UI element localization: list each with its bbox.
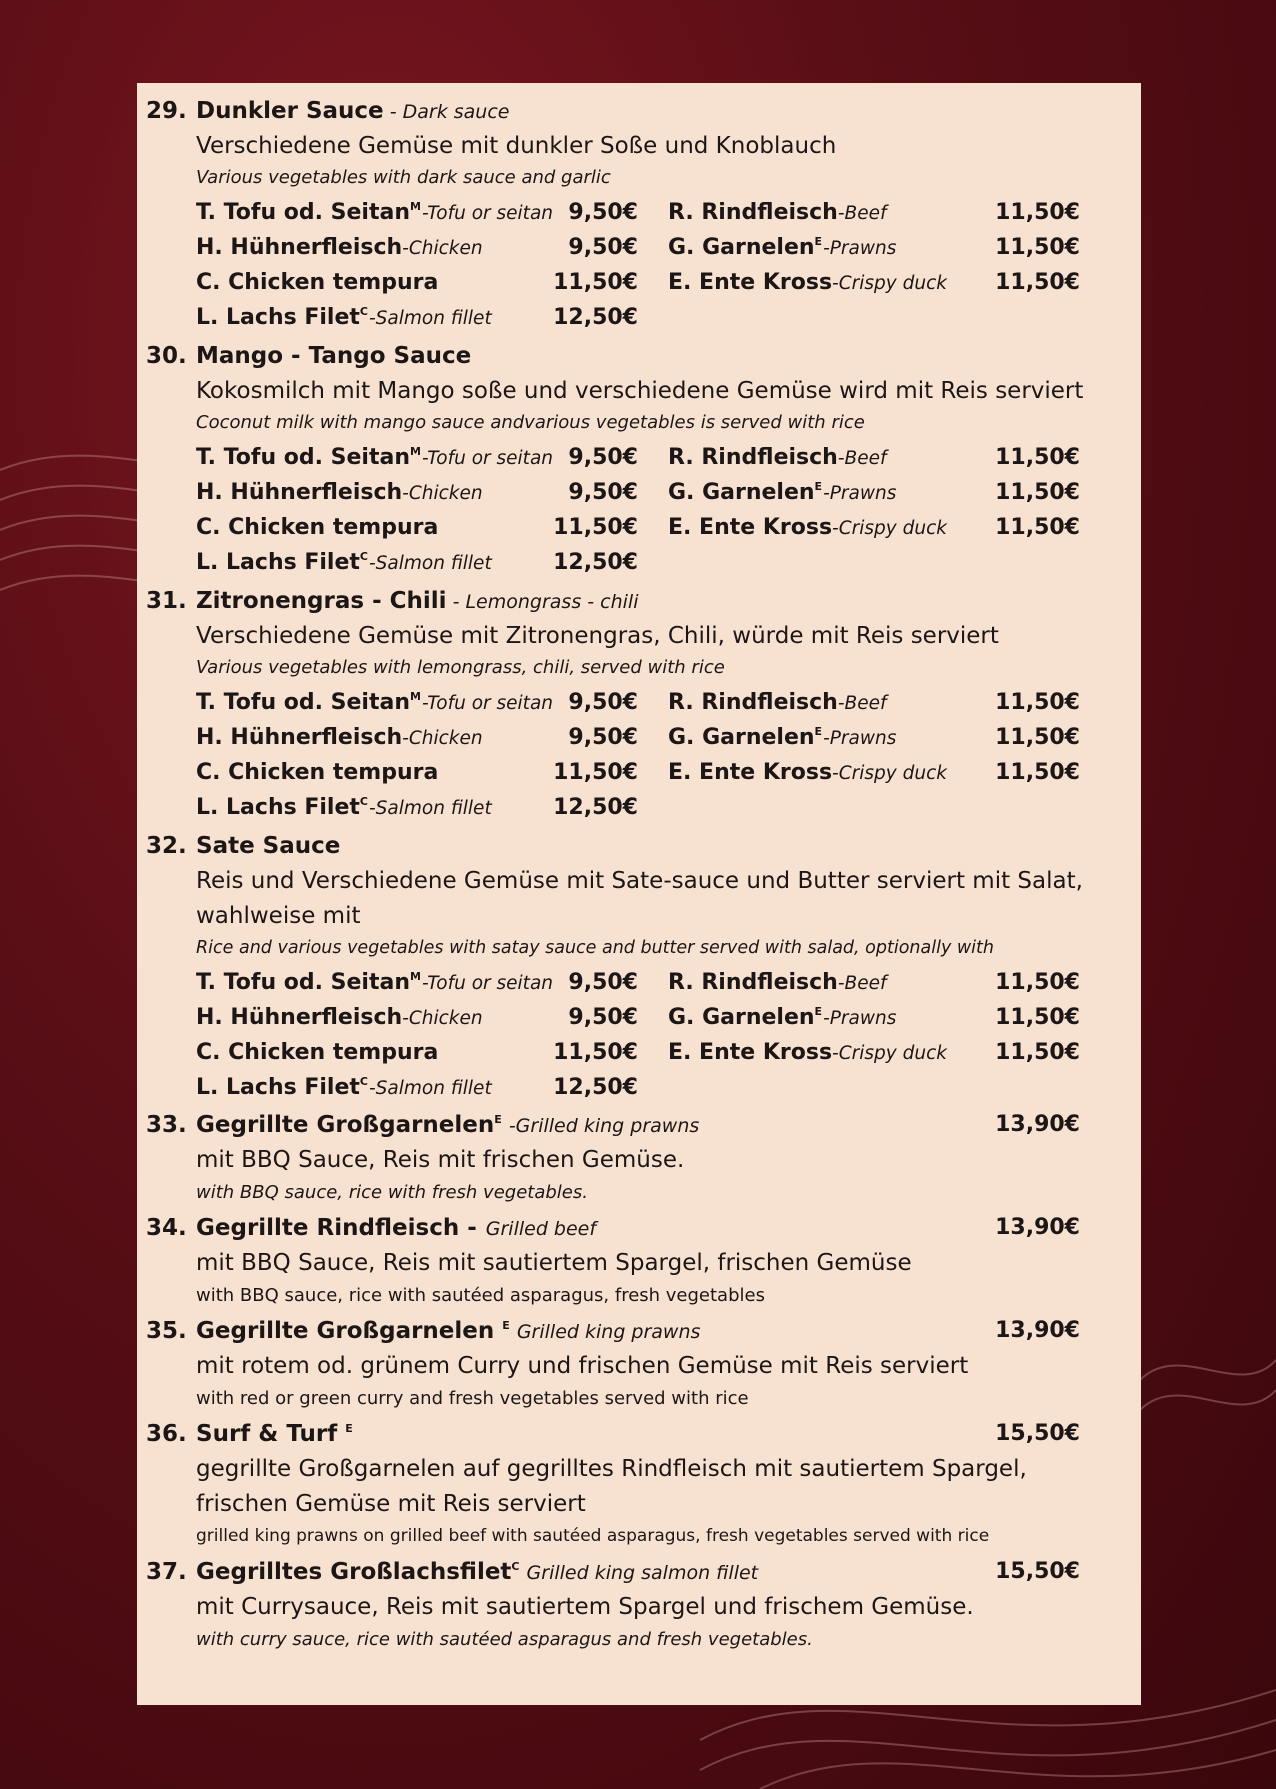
option-beef: R. Rindfleisch-Beef xyxy=(668,690,887,715)
option-price: 11,50€ xyxy=(995,1040,1080,1065)
option-tempura: C. Chicken tempura xyxy=(196,270,439,295)
item-title: Surf & Turf $^E$ xyxy=(196,1421,353,1447)
option-price: 11,50€ xyxy=(995,690,1080,715)
option-chicken: H. Hühnerfleisch-Chicken xyxy=(196,235,483,260)
item-number: 37. xyxy=(146,1559,187,1585)
item-title: Gegrillte Großgarnelen$^E$ -Grilled king prawns xyxy=(196,1112,700,1138)
option-price: 9,50€ xyxy=(568,970,638,995)
option-chicken: H. Hühnerfleisch-Chicken xyxy=(196,725,483,750)
option-price: 11,50€ xyxy=(995,725,1080,750)
option-beef: R. Rindfleisch-Beef xyxy=(668,445,887,470)
menu-panel xyxy=(137,83,1141,1705)
item-number: 34. xyxy=(146,1215,187,1241)
item-number: 35. xyxy=(146,1318,187,1344)
option-tofu: T. Tofu od. Seitan$^M$-Tofu or seitan xyxy=(196,970,554,995)
item-description: Verschiedene Gemüse mit dunkler Soße und Knoblauch xyxy=(196,133,837,159)
item-description-en: with curry sauce, rice with sautéed asparagus and fresh vegetables. xyxy=(196,1629,813,1650)
option-salmon: L. Lachs Filet$^C$-Salmon fillet xyxy=(196,550,492,575)
option-tempura: C. Chicken tempura xyxy=(196,515,439,540)
option-price: 11,50€ xyxy=(995,445,1080,470)
option-price: 11,50€ xyxy=(995,480,1080,505)
item-title: Zitronengras - Chili - Lemongrass - chili xyxy=(196,588,639,614)
option-price: 12,50€ xyxy=(553,795,638,820)
item-description: Verschiedene Gemüse mit Zitronengras, Chili, würde mit Reis serviert xyxy=(196,623,999,649)
item-title: Gegrillte Großgarnelen $^E$ Grilled king prawns xyxy=(196,1318,701,1344)
option-price: 9,50€ xyxy=(568,445,638,470)
item-price: 15,50€ xyxy=(995,1421,1080,1446)
option-price: 12,50€ xyxy=(553,1075,638,1100)
item-number: 33. xyxy=(146,1112,187,1138)
option-price: 9,50€ xyxy=(568,1005,638,1030)
option-duck: E. Ente Kross-Crispy duck xyxy=(668,760,947,785)
option-duck: E. Ente Kross-Crispy duck xyxy=(668,1040,947,1065)
option-salmon: L. Lachs Filet$^C$-Salmon fillet xyxy=(196,795,492,820)
option-prawns: G. Garnelen$^E$-Prawns xyxy=(668,235,897,260)
item-price: 13,90€ xyxy=(995,1318,1080,1343)
option-prawns: G. Garnelen$^E$-Prawns xyxy=(668,480,897,505)
item-description: mit BBQ Sauce, Reis mit sautiertem Spargel, frischen Gemüse xyxy=(196,1250,912,1276)
option-salmon: L. Lachs Filet$^C$-Salmon fillet xyxy=(196,305,492,330)
item-description-en: with BBQ sauce, rice with sautéed asparagus, fresh vegetables xyxy=(196,1285,765,1306)
item-description: frischen Gemüse mit Reis serviert xyxy=(196,1491,586,1517)
option-prawns: G. Garnelen$^E$-Prawns xyxy=(668,1005,897,1030)
option-salmon: L. Lachs Filet$^C$-Salmon fillet xyxy=(196,1075,492,1100)
item-description-en: with red or green curry and fresh vegetables served with rice xyxy=(196,1388,749,1409)
item-description-en: Various vegetables with dark sauce and garlic xyxy=(196,167,611,188)
item-description-en: Coconut milk with mango sauce andvarious vegetables is served with rice xyxy=(196,412,865,433)
option-price: 9,50€ xyxy=(568,235,638,260)
item-description-en: grilled king prawns on grilled beef with sautéed asparagus, fresh vegetables served with rice xyxy=(196,1526,990,1546)
option-price: 9,50€ xyxy=(568,690,638,715)
option-price: 9,50€ xyxy=(568,480,638,505)
option-price: 11,50€ xyxy=(553,1040,638,1065)
option-duck: E. Ente Kross-Crispy duck xyxy=(668,515,947,540)
option-tempura: C. Chicken tempura xyxy=(196,1040,439,1065)
option-price: 11,50€ xyxy=(995,200,1080,225)
item-price: 15,50€ xyxy=(995,1559,1080,1584)
option-chicken: H. Hühnerfleisch-Chicken xyxy=(196,480,483,505)
option-price: 12,50€ xyxy=(553,305,638,330)
option-chicken: H. Hühnerfleisch-Chicken xyxy=(196,1005,483,1030)
option-price: 11,50€ xyxy=(995,760,1080,785)
item-description-en: Various vegetables with lemongrass, chili, served with rice xyxy=(196,657,725,678)
item-number: 29. xyxy=(146,98,187,124)
option-tofu: T. Tofu od. Seitan$^M$-Tofu or seitan xyxy=(196,200,554,225)
item-description: mit Currysauce, Reis mit sautiertem Spargel und frischem Gemüse. xyxy=(196,1594,974,1620)
item-price: 13,90€ xyxy=(995,1112,1080,1137)
option-price: 11,50€ xyxy=(995,235,1080,260)
item-description: wahlweise mit xyxy=(196,903,361,929)
option-price: 11,50€ xyxy=(553,760,638,785)
option-beef: R. Rindfleisch-Beef xyxy=(668,200,887,225)
item-title: Dunkler Sauce - Dark sauce xyxy=(196,98,510,124)
item-description: mit rotem od. grünem Curry und frischen Gemüse mit Reis serviert xyxy=(196,1353,969,1379)
option-tofu: T. Tofu od. Seitan$^M$-Tofu or seitan xyxy=(196,445,554,470)
item-description-en: with BBQ sauce, rice with fresh vegetables. xyxy=(196,1182,588,1203)
item-description: mit BBQ Sauce, Reis mit frischen Gemüse. xyxy=(196,1147,685,1173)
item-number: 36. xyxy=(146,1421,187,1447)
option-duck: E. Ente Kross-Crispy duck xyxy=(668,270,947,295)
item-description: Reis und Verschiedene Gemüse mit Sate-sauce und Butter serviert mit Salat, xyxy=(196,868,1083,894)
option-price: 11,50€ xyxy=(995,270,1080,295)
item-title: Sate Sauce xyxy=(196,833,341,859)
item-number: 30. xyxy=(146,343,187,369)
item-description: Kokosmilch mit Mango soße und verschiedene Gemüse wird mit Reis serviert xyxy=(196,378,1084,404)
option-price: 9,50€ xyxy=(568,200,638,225)
option-tempura: C. Chicken tempura xyxy=(196,760,439,785)
option-price: 9,50€ xyxy=(568,725,638,750)
option-price: 11,50€ xyxy=(553,270,638,295)
item-title: Mango - Tango Sauce xyxy=(196,343,472,369)
item-title: Gegrilltes Großlachsfilet$^C$ Grilled king salmon fillet xyxy=(196,1559,759,1585)
option-beef: R. Rindfleisch-Beef xyxy=(668,970,887,995)
option-prawns: G. Garnelen$^E$-Prawns xyxy=(668,725,897,750)
option-price: 11,50€ xyxy=(995,515,1080,540)
option-price: 11,50€ xyxy=(995,1005,1080,1030)
item-title: Gegrillte Rindfleisch - Grilled beef xyxy=(196,1215,597,1241)
option-price: 12,50€ xyxy=(553,550,638,575)
item-description-en: Rice and various vegetables with satay sauce and butter served with salad, optionally with xyxy=(196,938,994,958)
option-tofu: T. Tofu od. Seitan$^M$-Tofu or seitan xyxy=(196,690,554,715)
item-number: 31. xyxy=(146,588,187,614)
item-number: 32. xyxy=(146,833,187,859)
option-price: 11,50€ xyxy=(995,970,1080,995)
item-price: 13,90€ xyxy=(995,1215,1080,1240)
item-description: gegrillte Großgarnelen auf gegrilltes Rindfleisch mit sautiertem Spargel, xyxy=(196,1456,1027,1482)
option-price: 11,50€ xyxy=(553,515,638,540)
